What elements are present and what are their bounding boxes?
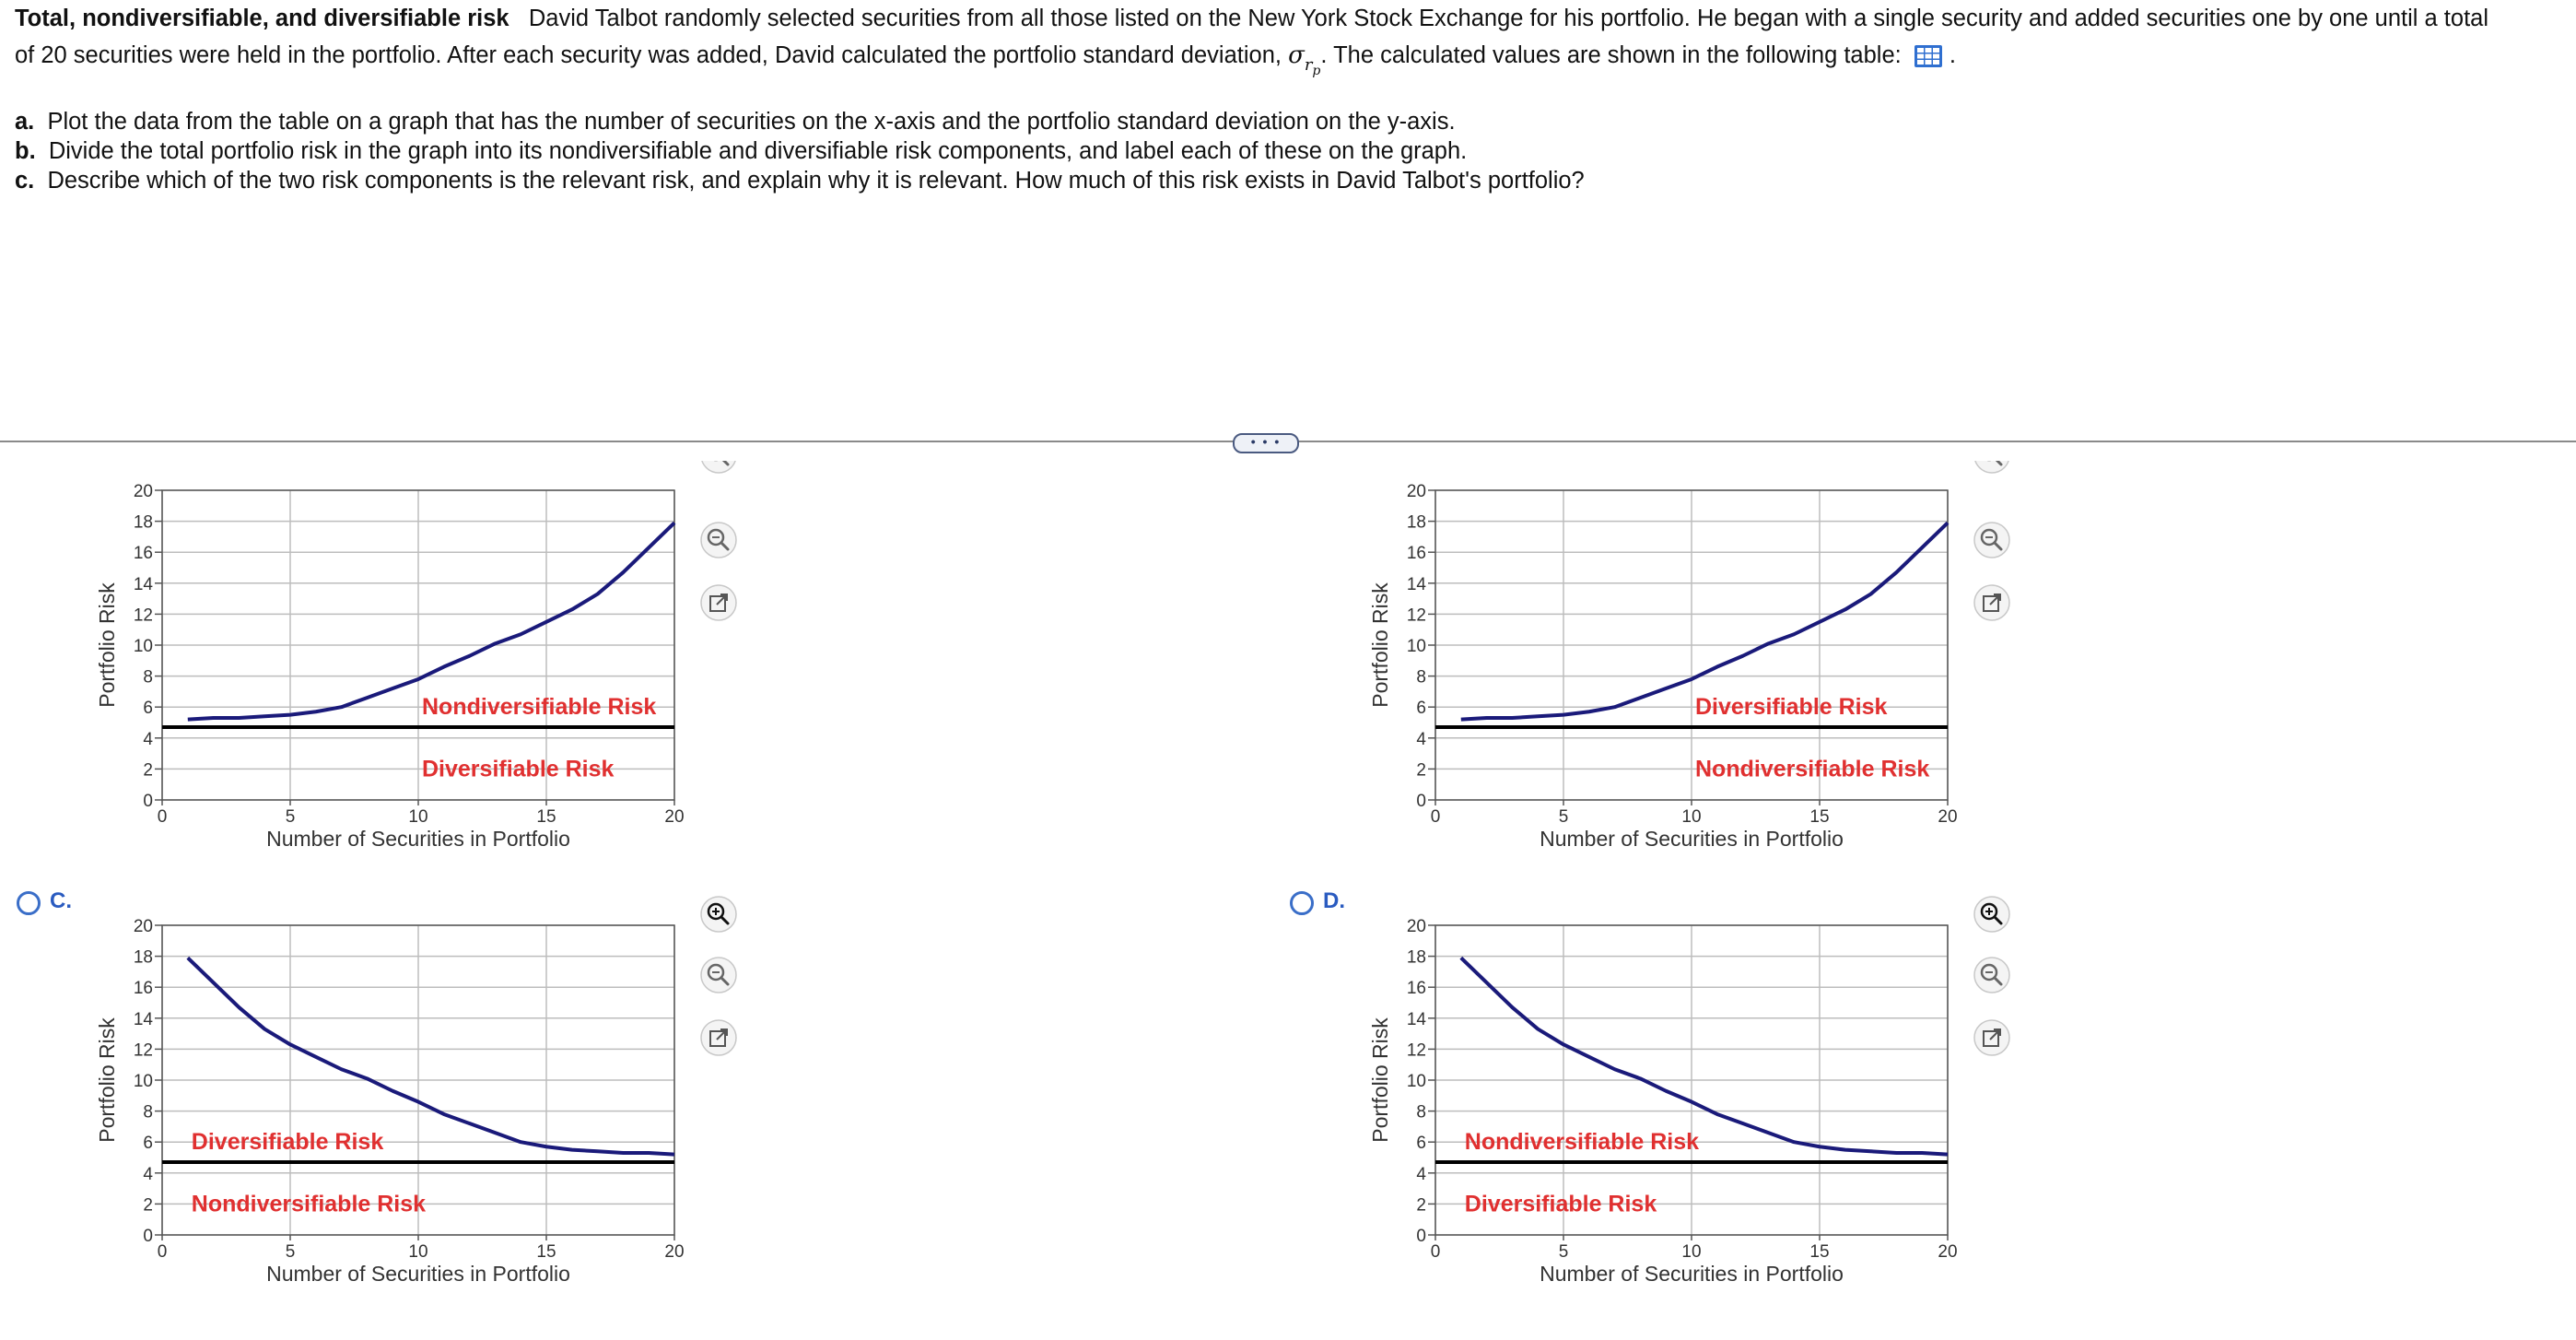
chart-grid (162, 490, 674, 800)
y-tick-label: 8 (143, 1102, 153, 1123)
sigma-symbol: σ (1288, 41, 1305, 69)
option-d-letter: D. (1323, 888, 1345, 913)
radio-option-d[interactable] (1290, 891, 1314, 915)
y-tick-label: 0 (1416, 792, 1426, 811)
y-tick-label: 10 (1406, 1072, 1426, 1091)
y-tick-label: 20 (1406, 917, 1426, 936)
y-tick-label: 2 (1416, 760, 1426, 781)
zoom-in-icon[interactable] (1974, 897, 2009, 932)
x-tick-label: 5 (1558, 807, 1569, 827)
y-tick-label: 12 (133, 1040, 153, 1061)
annotation-upper-risk-label: Diversifiable Risk (191, 1129, 384, 1156)
popout-icon[interactable] (701, 585, 736, 620)
popout-icon[interactable] (1974, 585, 2009, 620)
toolbar-button-bg[interactable] (1974, 958, 2009, 993)
x-tick-label: 10 (408, 1242, 428, 1262)
zoom-in-icon-partial[interactable] (701, 461, 736, 473)
option-c-letter: C. (50, 888, 72, 913)
y-tick-label: 14 (133, 574, 153, 594)
question-body-1: David Talbot randomly selected securities from all those listed on the New York Stock Exchange for his portfolio. He began with a single security and added securities one by one until a total (528, 6, 2489, 31)
x-tick-label: 15 (536, 807, 556, 827)
y-tick-label: 18 (133, 512, 153, 533)
annotation-upper-risk-label: Nondiversifiable Risk (1464, 1129, 1700, 1156)
x-tick-label: 5 (285, 807, 296, 827)
zoom-out-icon[interactable] (701, 958, 736, 993)
x-tick-label: 20 (664, 1242, 685, 1262)
expand-button[interactable] (1233, 433, 1299, 453)
option-a-chart (74, 461, 774, 885)
y-tick-label: 12 (1406, 605, 1426, 626)
x-tick-label: 20 (1938, 807, 1958, 827)
y-tick-label: 16 (1406, 979, 1426, 999)
part-a-text: Plot the data from the table on a graph that has the number of securities on the x-axis and the portfolio standard deviation on the y-axis. (47, 109, 1456, 135)
y-axis-label: Portfolio Risk (1368, 582, 1392, 708)
chart-grid (1435, 925, 1948, 1235)
x-tick-label: 15 (1809, 1242, 1830, 1262)
y-axis-label: Portfolio Risk (95, 1017, 119, 1143)
y-tick-label: 14 (133, 1009, 153, 1029)
question-line-1 (15, 0, 2558, 37)
y-tick-label: 4 (143, 1164, 153, 1184)
chart-toolbar (701, 461, 736, 620)
x-tick-label: 0 (157, 1242, 168, 1262)
x-tick-label: 10 (408, 807, 428, 827)
part-c (15, 166, 1585, 195)
sigma-subsubscript: p (1312, 64, 1321, 78)
y-tick-label: 8 (143, 667, 153, 688)
chart-toolbar (701, 897, 736, 1055)
toolbar-button-bg[interactable] (701, 461, 736, 473)
y-tick-label: 16 (133, 979, 153, 999)
y-tick-label: 0 (143, 1227, 153, 1246)
chart-grid (162, 925, 674, 1235)
x-tick-label: 0 (1430, 1242, 1441, 1262)
popout-icon[interactable] (1974, 1020, 2009, 1055)
part-c-label: c. (15, 168, 35, 194)
y-tick-label: 18 (1406, 512, 1426, 533)
x-tick-label: 10 (1681, 807, 1702, 827)
part-a-label: a. (15, 109, 35, 135)
y-tick-label: 6 (1416, 699, 1426, 719)
annotation-upper-risk-label: Diversifiable Risk (1695, 694, 1888, 721)
x-axis-label: Number of Securities in Portfolio (266, 827, 570, 851)
y-tick-label: 4 (143, 729, 153, 749)
y-tick-label: 10 (133, 637, 153, 656)
y-tick-label: 0 (1416, 1227, 1426, 1246)
y-axis-label: Portfolio Risk (1368, 1017, 1392, 1143)
y-tick-label: 16 (1406, 544, 1426, 564)
y-tick-label: 4 (1416, 1164, 1426, 1184)
y-tick-label: 2 (143, 760, 153, 781)
y-tick-label: 10 (133, 1072, 153, 1091)
question-body-2: of 20 securities were held in the portfolio. After each security was added, David calculated the portfolio standard deviation, (15, 42, 1282, 68)
part-b-label: b. (15, 138, 36, 164)
chart-toolbar (1974, 461, 2009, 620)
x-tick-label: 5 (285, 1242, 296, 1262)
toolbar-button-bg[interactable] (701, 897, 736, 932)
zoom-in-icon[interactable] (701, 897, 736, 932)
y-tick-label: 4 (1416, 729, 1426, 749)
toolbar-button-bg[interactable] (701, 958, 736, 993)
zoom-in-icon-partial[interactable] (1974, 461, 2009, 473)
annotation-lower-risk-label: Nondiversifiable Risk (191, 1191, 427, 1217)
annotation-lower-risk-label: Diversifiable Risk (422, 756, 615, 782)
option-a-chart-svg (74, 461, 774, 885)
x-tick-label: 20 (1938, 1242, 1958, 1262)
x-tick-label: 20 (664, 807, 685, 827)
y-tick-label: 12 (1406, 1040, 1426, 1061)
y-tick-label: 12 (133, 605, 153, 626)
y-tick-label: 8 (1416, 1102, 1426, 1123)
y-tick-label: 2 (1416, 1195, 1426, 1216)
radio-option-c[interactable] (17, 891, 41, 915)
y-tick-label: 10 (1406, 637, 1426, 656)
question-title: Total, nondiversifiable, and diversifiable risk (15, 6, 509, 31)
y-axis-label: Portfolio Risk (95, 582, 119, 708)
y-tick-label: 20 (133, 917, 153, 936)
question-text (15, 0, 2558, 89)
y-tick-label: 8 (1416, 667, 1426, 688)
part-c-text: Describe which of the two risk components is the relevant risk, and explain why it is relevant. How much of this risk exists in David Talbot's portfolio? (47, 168, 1585, 194)
zoom-out-icon[interactable] (1974, 958, 2009, 993)
y-tick-label: 14 (1406, 1009, 1426, 1029)
toolbar-button-bg[interactable] (1974, 523, 2009, 558)
chart-grid (1435, 490, 1948, 800)
option-b-chart (1347, 461, 2047, 885)
y-tick-label: 6 (143, 1134, 153, 1154)
part-a (15, 107, 1585, 136)
expand-button-label: • • • (1250, 434, 1282, 449)
y-tick-label: 14 (1406, 574, 1426, 594)
zoom-out-icon[interactable] (1974, 523, 2009, 558)
y-tick-label: 20 (1406, 482, 1426, 501)
popout-icon[interactable] (701, 1020, 736, 1055)
x-tick-label: 10 (1681, 1242, 1702, 1262)
table-grid-icon[interactable] (1914, 42, 1943, 79)
option-c-chart (74, 896, 774, 1320)
x-axis-label: Number of Securities in Portfolio (1540, 827, 1844, 851)
y-tick-label: 0 (143, 792, 153, 811)
chart-toolbar (1974, 897, 2009, 1055)
y-tick-label: 2 (143, 1195, 153, 1216)
y-tick-label: 6 (143, 699, 153, 719)
x-axis-label: Number of Securities in Portfolio (1540, 1262, 1844, 1286)
option-d-chart (1347, 896, 2047, 1320)
x-axis-label: Number of Securities in Portfolio (266, 1262, 570, 1286)
y-tick-label: 6 (1416, 1134, 1426, 1154)
annotation-lower-risk-label: Nondiversifiable Risk (1695, 756, 1930, 782)
annotation-lower-risk-label: Diversifiable Risk (1464, 1191, 1657, 1217)
toolbar-button-bg[interactable] (1974, 897, 2009, 932)
y-tick-label: 16 (133, 544, 153, 564)
x-tick-label: 15 (536, 1242, 556, 1262)
question-body-2-end: . The calculated values are shown in the following table: (1320, 42, 1902, 68)
option-d-chart-svg (1347, 896, 2047, 1320)
annotation-upper-risk-label: Nondiversifiable Risk (422, 694, 657, 721)
option-b-chart-svg (1347, 461, 2047, 885)
x-tick-label: 5 (1558, 1242, 1569, 1262)
y-tick-label: 18 (133, 947, 153, 968)
x-tick-label: 15 (1809, 807, 1830, 827)
toolbar-button-bg[interactable] (1974, 461, 2009, 473)
part-b-text: Divide the total portfolio risk in the graph into its nondiversifiable and diversifiable risk components, and label each of these on the graph. (48, 138, 1468, 164)
toolbar-button-bg[interactable] (701, 523, 736, 558)
sigma-subscript: r (1304, 55, 1313, 75)
option-c-chart-svg (74, 896, 774, 1320)
question-parts (15, 107, 1585, 195)
part-b (15, 136, 1585, 166)
y-tick-label: 18 (1406, 947, 1426, 968)
x-tick-label: 0 (157, 807, 168, 827)
x-tick-label: 0 (1430, 807, 1441, 827)
zoom-out-icon[interactable] (701, 523, 736, 558)
y-tick-label: 20 (133, 482, 153, 501)
question-line-2: of 20 securities were held in the portfolio. After each security was added, David calculated the portfolio standard deviation, $\sigma_{rp}$. The calculated values are shown in the following table: . (15, 41, 1956, 78)
